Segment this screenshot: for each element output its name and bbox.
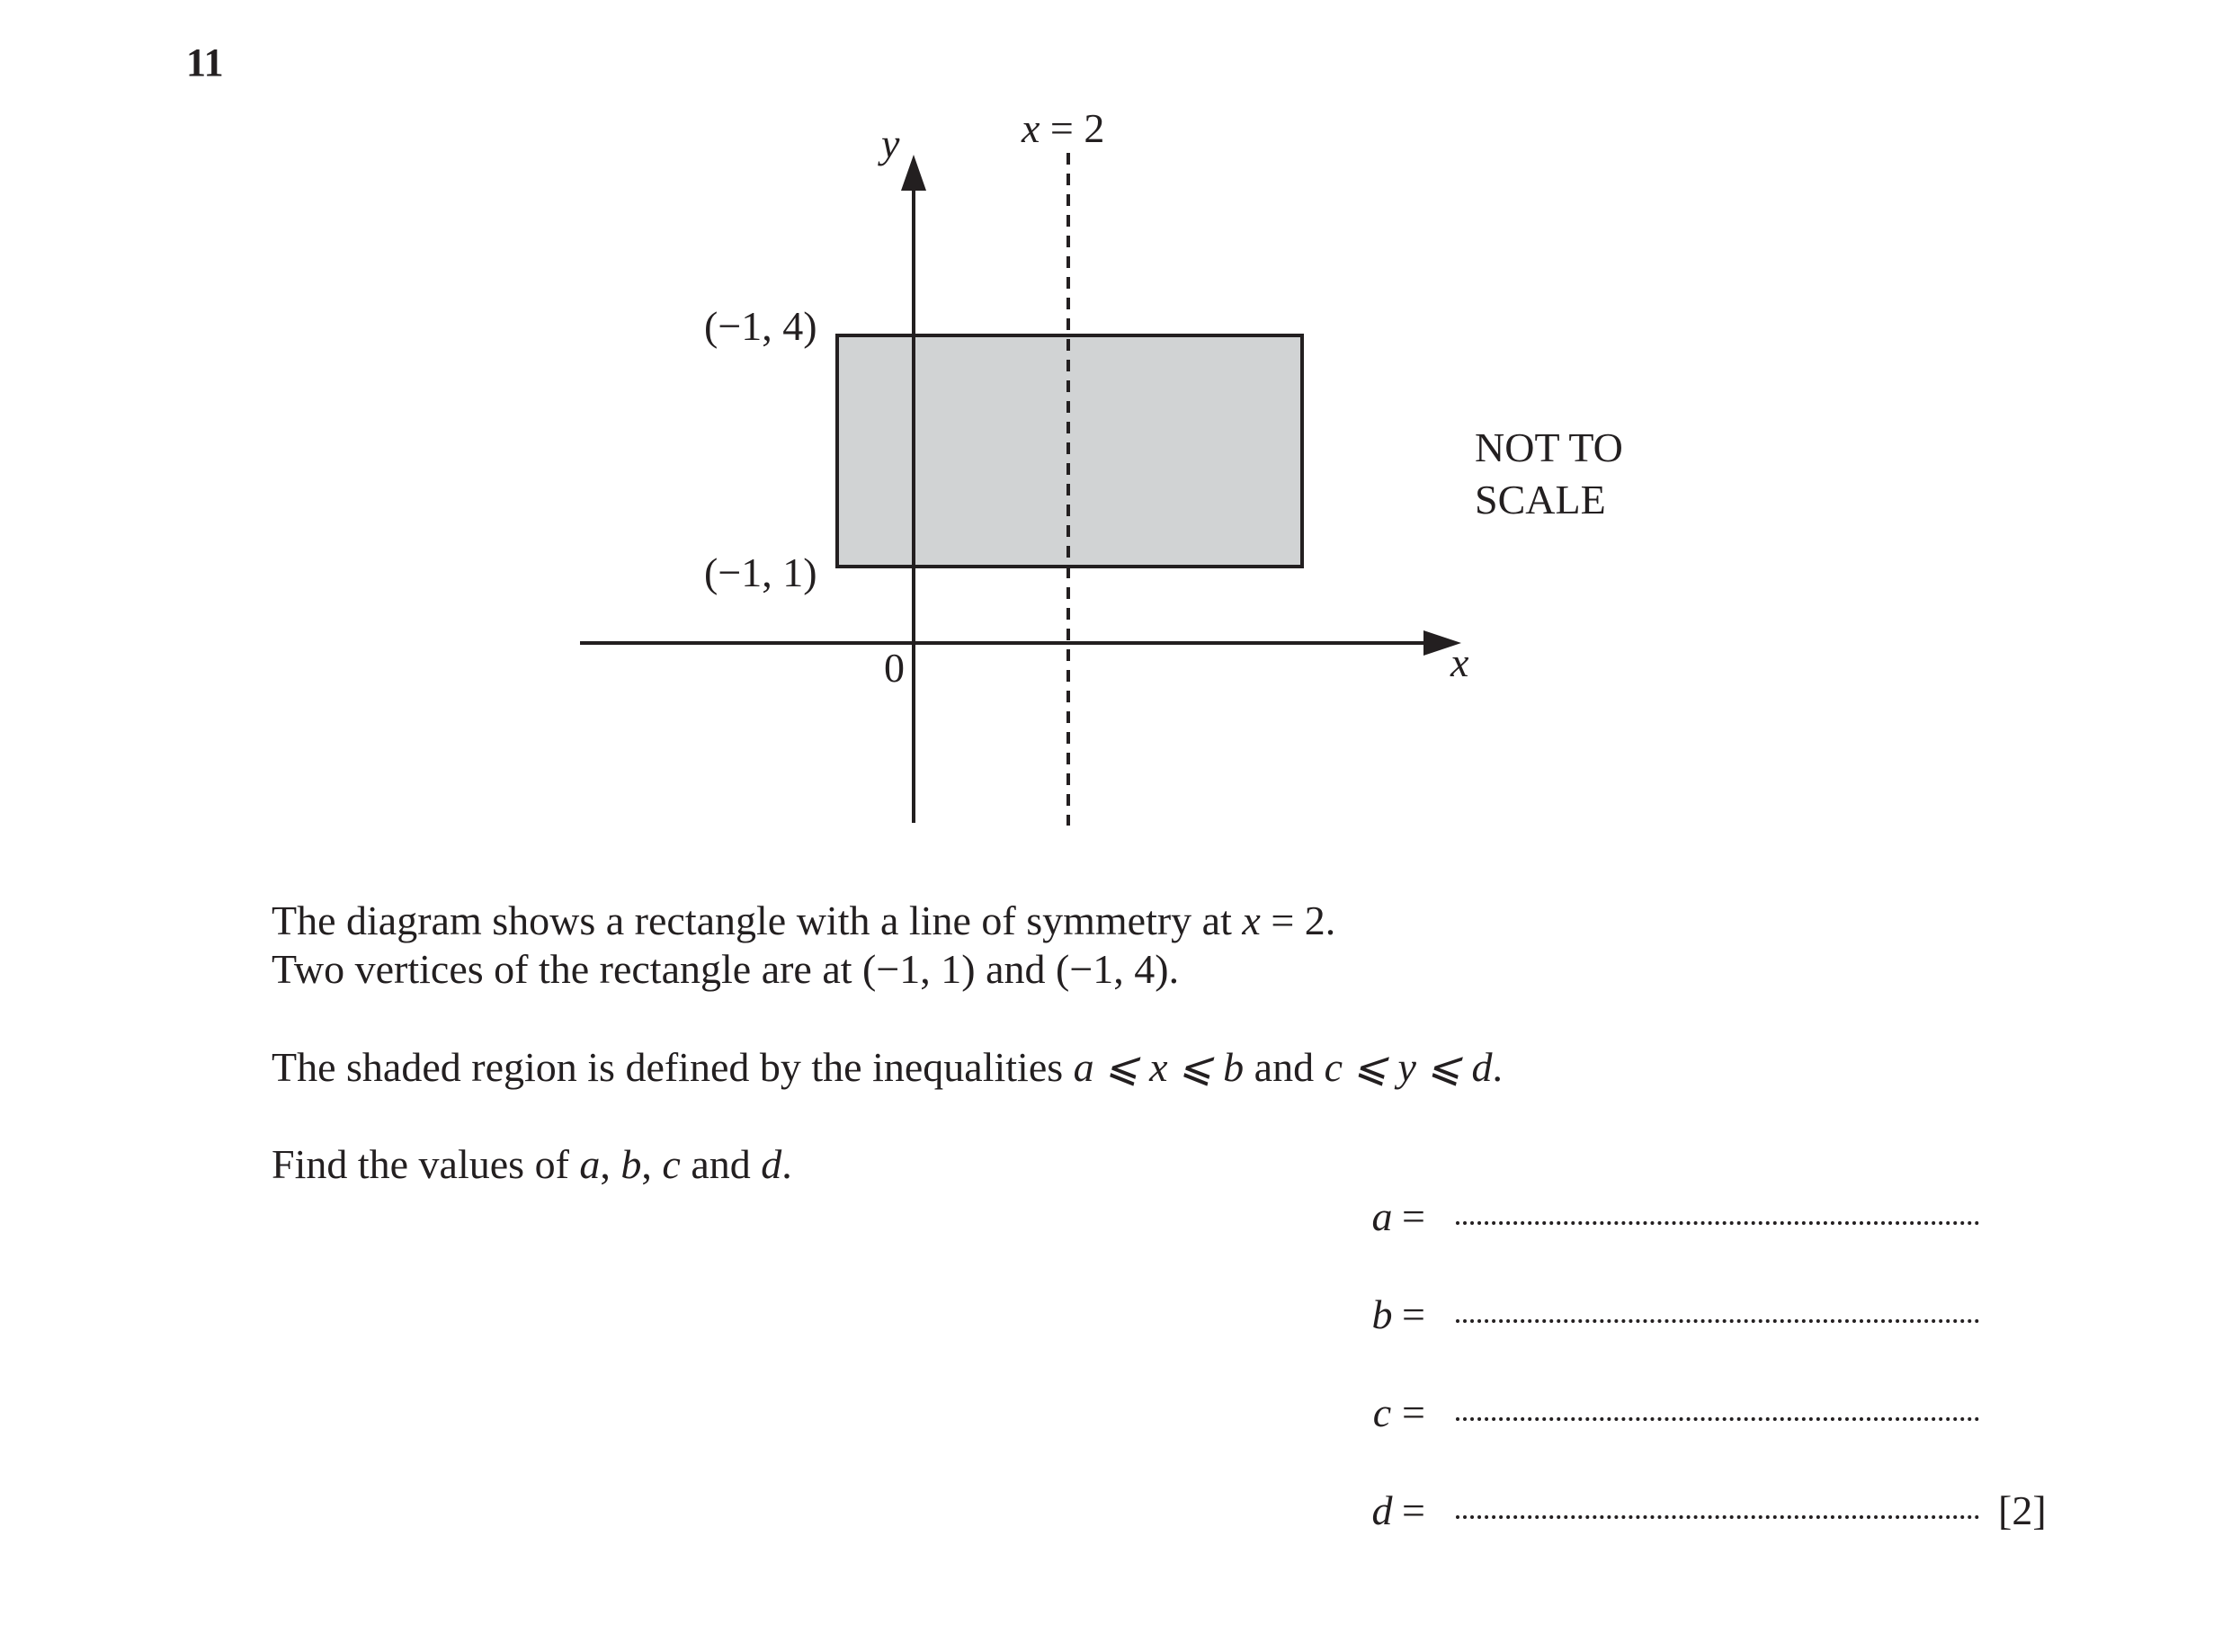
answer-field-b[interactable] xyxy=(1456,1319,1979,1323)
not-to-scale-line2: SCALE xyxy=(1475,477,1606,522)
vertex-top-label: (−1, 4) xyxy=(704,303,817,349)
question-number: 11 xyxy=(186,40,224,85)
answer-var-c: c xyxy=(1372,1389,1392,1435)
question-text-line3: The shaded region is defined by the inequalities a ⩽ x ⩽ b and c ⩽ y ⩽ d. xyxy=(272,1044,1503,1090)
answer-field-c[interactable] xyxy=(1456,1417,1979,1421)
answer-eq-c: = xyxy=(1402,1389,1425,1435)
not-to-scale-line1: NOT TO xyxy=(1475,424,1623,470)
answer-var-b: b xyxy=(1371,1291,1393,1337)
y-axis-label: y xyxy=(881,121,900,166)
question-text-line1: The diagram shows a rectangle with a line of symmetry at x = 2. xyxy=(272,897,1336,943)
answer-row-b xyxy=(1362,1290,1979,1341)
marks-label: [2] xyxy=(1998,1487,2047,1533)
symmetry-line-label: x = 2 xyxy=(1022,105,1105,151)
answer-var-a: a xyxy=(1371,1193,1393,1239)
answer-field-a[interactable] xyxy=(1456,1221,1979,1225)
answer-eq-b: = xyxy=(1402,1291,1425,1337)
answer-eq-d: = xyxy=(1402,1487,1425,1533)
question-text-line2: Two vertices of the rectangle are at (−1, 1) and (−1, 4). xyxy=(272,946,1180,992)
answer-field-d[interactable] xyxy=(1456,1515,1979,1519)
answer-row-a xyxy=(1362,1192,1979,1243)
vertex-bottom-label: (−1, 1) xyxy=(704,549,817,595)
origin-label: 0 xyxy=(884,645,905,691)
answer-eq-a: = xyxy=(1402,1193,1425,1239)
answer-var-d: d xyxy=(1371,1487,1393,1533)
question-text-line4: Find the values of a, b, c and d. xyxy=(272,1141,792,1187)
answer-row-d xyxy=(1362,1487,1979,1537)
x-axis-label: x xyxy=(1450,639,1469,685)
answer-row-c xyxy=(1362,1389,1979,1439)
y-axis-arrowhead xyxy=(901,155,926,191)
